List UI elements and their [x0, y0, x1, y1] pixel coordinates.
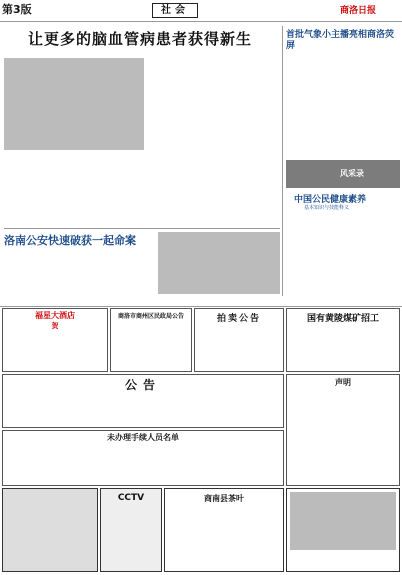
auction-notice	[194, 308, 284, 372]
tianda-body	[3, 331, 107, 371]
missing-list	[2, 430, 284, 486]
crowd-photo	[158, 232, 280, 294]
health-column-body	[286, 212, 400, 298]
column-rule	[282, 26, 283, 296]
lead-title: 让更多的脑血管病患者获得新生	[27, 30, 252, 48]
lead-photo-caption	[4, 152, 144, 178]
bottom-ad-3-sub	[165, 504, 283, 508]
bottom-ad-2	[100, 488, 162, 572]
weather-anchor-body	[286, 46, 400, 158]
bottom-ad-3	[164, 488, 284, 572]
tianda-title: 福星大酒店	[35, 311, 75, 320]
statement-title: 声明	[335, 378, 351, 387]
bottom-ad-4-photo	[290, 492, 396, 550]
police-body	[4, 248, 154, 300]
recruit-title: 国有黄陵煤矿招工	[306, 314, 379, 324]
lead-body-right	[148, 58, 278, 178]
statement-body	[287, 388, 399, 484]
divider	[4, 228, 280, 229]
lead-body-left	[4, 182, 280, 226]
divider	[0, 306, 402, 307]
civil-affairs-body	[111, 320, 191, 360]
paper-name: 商洛日报	[340, 6, 377, 16]
lead-photo	[4, 58, 144, 150]
health-column-title: 中国公民健康素养	[294, 195, 367, 205]
health-badge: 风采录	[340, 169, 364, 178]
section-label: 社会	[152, 3, 198, 18]
health-column-subtitle: 基本知识与技能释义	[304, 205, 350, 211]
statement-box	[286, 374, 400, 486]
auction-title: 拍卖公告	[216, 314, 261, 324]
bottom-ad-3-title: 商南县茶叶	[204, 494, 244, 503]
public-notice	[2, 374, 284, 428]
coal-recruit-ad	[286, 308, 400, 372]
missing-list-title: 未办理手续人员名单	[107, 433, 179, 442]
cctv-label: CCTV	[117, 493, 145, 503]
tianda-ad	[2, 308, 108, 372]
public-notice-title: 公告	[124, 378, 161, 392]
crowd-photo-caption	[158, 296, 280, 304]
police-title: 洛南公安快速破获一起命案	[4, 234, 136, 247]
missing-list-body	[3, 443, 283, 485]
recruit-body	[287, 324, 399, 372]
auction-body	[195, 324, 283, 372]
bottom-ad-1	[2, 488, 98, 572]
tianda-subtitle: 贺	[51, 322, 59, 330]
page-number: 第3版	[2, 3, 32, 16]
civil-affairs-title: 商洛市商州区民政局公告	[117, 313, 184, 320]
weather-anchor-title: 首批气象小主播亮相商洛荧屏	[286, 30, 395, 51]
public-notice-body	[3, 393, 283, 429]
bottom-ad-4	[286, 488, 400, 572]
civil-affairs-notice	[110, 308, 192, 372]
